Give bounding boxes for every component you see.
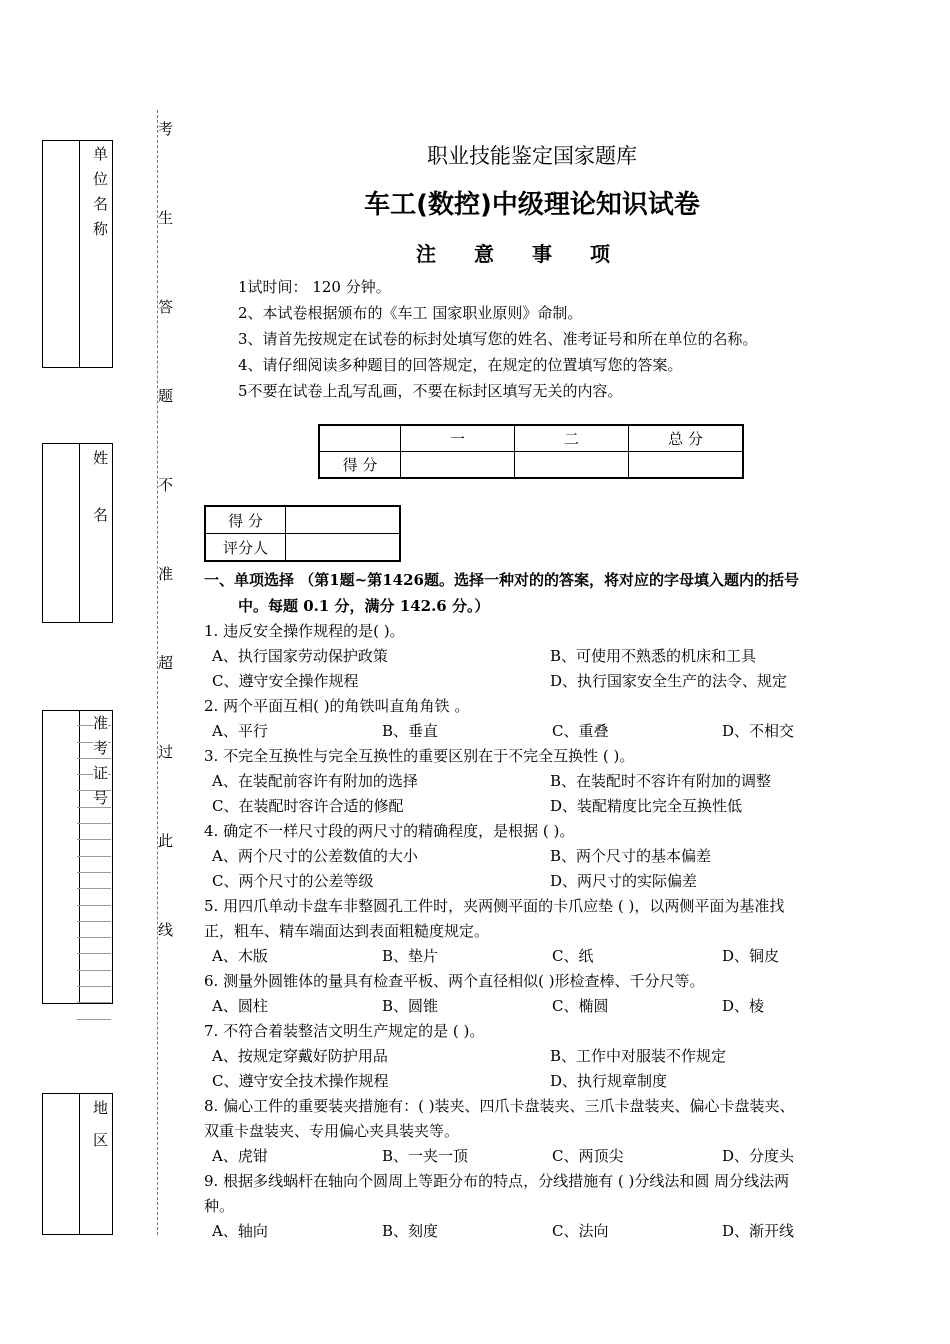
score-header-part1: 一 (401, 425, 515, 452)
notice-item: 1试时间： 120 分钟。 (238, 278, 391, 296)
answer-option[interactable]: C、遵守安全操作规程 (212, 672, 359, 690)
answer-option[interactable]: C、两顶尖 (552, 1147, 624, 1165)
answer-option[interactable]: B、一夹一顶 (382, 1147, 469, 1165)
binding-line-char: 答 (158, 298, 174, 316)
ticket-char-2: 考 (93, 739, 109, 757)
answer-option[interactable]: B、垂直 (382, 722, 439, 740)
answer-option[interactable]: B、可使用不熟悉的机床和工具 (550, 647, 757, 665)
answer-option[interactable]: C、两个尺寸的公差等级 (212, 872, 374, 890)
answer-option[interactable]: A、按规定穿戴好防护用品 (212, 1047, 388, 1065)
name-char-1: 姓 (93, 449, 109, 467)
answer-option[interactable]: C、重叠 (552, 722, 609, 740)
question-stem: 7. 不符合着装整洁文明生产规定的是 ( )。 (204, 1022, 485, 1040)
candidate-name-box (42, 443, 113, 623)
answer-option[interactable]: D、执行国家安全生产的法令、规定 (550, 672, 788, 690)
notice-heading: 注意事项 (416, 242, 648, 266)
answer-option[interactable]: B、在装配时不容许有附加的调整 (550, 772, 772, 790)
unit-char-1: 单 (93, 145, 109, 163)
question-stem: 9. 根据多线蜗杆在轴向个圆周上等距分布的特点，分线措施有 ( )分线法和圆 周分线法两 (204, 1172, 790, 1190)
binding-line-char: 题 (158, 387, 174, 405)
answer-option[interactable]: D、两尺寸的实际偏差 (550, 872, 698, 890)
region-char-2: 区 (93, 1131, 109, 1149)
answer-option[interactable]: D、不相交 (722, 722, 795, 740)
answer-option[interactable]: B、工作中对服装不作规定 (550, 1047, 727, 1065)
score-header-total: 总 分 (629, 425, 744, 452)
answer-option[interactable]: A、两个尺寸的公差数值的大小 (212, 847, 418, 865)
answer-option[interactable]: C、纸 (552, 947, 594, 965)
binding-line-char: 准 (158, 565, 174, 583)
answer-option[interactable]: C、遵守安全技术操作规程 (212, 1072, 389, 1090)
answer-option[interactable]: B、两个尺寸的基本偏差 (550, 847, 712, 865)
answer-option[interactable]: A、平行 (212, 722, 268, 740)
question-stem: 6. 测量外圆锥体的量具有检查平板、两个直径相似( )形检查棒、千分尺等。 (204, 972, 705, 990)
answer-option[interactable]: C、在装配时容许合适的修配 (212, 797, 404, 815)
answer-option[interactable]: D、渐开线 (722, 1222, 795, 1240)
answer-option[interactable]: A、木版 (212, 947, 268, 965)
exam-bank-title: 职业技能鉴定国家题库 (427, 144, 637, 168)
unit-char-2: 位 (93, 170, 109, 188)
binding-line-char: 不 (158, 476, 174, 494)
answer-option[interactable]: A、执行国家劳动保护政策 (212, 647, 388, 665)
question-stem: 1. 违反安全操作规程的是( )。 (204, 622, 405, 640)
answer-option[interactable]: B、垫片 (382, 947, 439, 965)
question-stem: 5. 用四爪单动卡盘车非整圆孔工件时，夹两侧平面的卡爪应垫 ( )，以两侧平面为基准找 (204, 897, 785, 915)
ticket-char-3: 证 (93, 764, 109, 782)
binding-line-char: 线 (158, 921, 174, 939)
binding-line-char: 生 (158, 209, 174, 227)
answer-option[interactable]: A、轴向 (212, 1222, 268, 1240)
notice-item: 3、请首先按规定在试卷的标封处填写您的姓名、准考证号和所在单位的名称。 (238, 330, 758, 348)
ticket-char-4: 号 (93, 789, 109, 807)
answer-option[interactable]: C、法向 (552, 1222, 609, 1240)
notice-item: 5不要在试卷上乱写乱画，不要在标封区填写无关的内容。 (238, 382, 623, 400)
grader-score-cell[interactable] (286, 506, 401, 534)
answer-option[interactable]: A、虎钳 (212, 1147, 268, 1165)
binding-line-char: 超 (158, 654, 174, 672)
score-cell-total[interactable] (629, 452, 744, 479)
score-cell-part2[interactable] (515, 452, 629, 479)
unit-char-3: 名 (93, 195, 109, 213)
question-stem: 8. 偏心工件的重要装夹措施有：( )装夹、四爪卡盘装夹、三爪卡盘装夹、偏心卡盘装夹、 (204, 1097, 795, 1115)
section-grader-table (204, 505, 401, 562)
answer-option[interactable]: D、执行规章制度 (550, 1072, 668, 1090)
answer-option[interactable]: B、圆锥 (382, 997, 439, 1015)
question-stem: 正，粗车、精车端面达到表面粗糙度规定。 (204, 922, 490, 940)
question-stem: 3. 不完全互换性与完全互换性的重要区别在于不完全互换性 ( )。 (204, 747, 635, 765)
answer-option[interactable]: D、棱 (722, 997, 765, 1015)
notice-item: 2、本试卷根据颁布的《车工 国家职业原则》命制。 (238, 304, 583, 322)
ticket-char-1: 准 (93, 714, 109, 732)
score-header-part2: 二 (515, 425, 629, 452)
notice-item: 4、请仔细阅读多种题目的回答规定，在规定的位置填写您的答案。 (238, 356, 683, 374)
binding-line-char: 考 (158, 120, 174, 138)
question-stem: 双重卡盘装夹、专用偏心夹具装夹等。 (204, 1122, 460, 1140)
question-stem: 种。 (204, 1197, 235, 1215)
exam-title: 车工(数控)中级理论知识试卷 (364, 190, 700, 220)
region-char-1: 地 (93, 1099, 109, 1117)
answer-option[interactable]: B、刻度 (382, 1222, 439, 1240)
question-stem: 2. 两个平面互相( )的角铁叫直角角铁 。 (204, 697, 470, 715)
score-cell-part1[interactable] (401, 452, 515, 479)
section-instruction: 一、单项选择 （第1题~第1426题。选择一种对的的答案，将对应的字母填入题内的括号 (204, 571, 799, 589)
section-instruction: 中。每题 0.1 分，满分 142.6 分。） (238, 597, 490, 615)
grader-label: 评分人 (205, 534, 286, 562)
score-row-label: 得 分 (319, 452, 401, 479)
answer-option[interactable]: A、圆柱 (212, 997, 268, 1015)
grader-score-label: 得 分 (205, 506, 286, 534)
answer-option[interactable]: A、在装配前容许有附加的选择 (212, 772, 418, 790)
name-char-2: 名 (93, 506, 109, 524)
grader-cell[interactable] (286, 534, 401, 562)
binding-line-char: 此 (158, 832, 174, 850)
answer-option[interactable]: C、椭圆 (552, 997, 609, 1015)
score-summary-table (318, 424, 744, 479)
answer-option[interactable]: D、装配精度比完全互换性低 (550, 797, 743, 815)
unit-char-4: 称 (93, 220, 109, 238)
score-header-blank (319, 425, 401, 452)
question-stem: 4. 确定不一样尺寸段的两尺寸的精确程度，是根据 ( )。 (204, 822, 575, 840)
answer-option[interactable]: D、分度头 (722, 1147, 795, 1165)
binding-line-char: 过 (158, 743, 174, 761)
answer-option[interactable]: D、铜皮 (722, 947, 780, 965)
